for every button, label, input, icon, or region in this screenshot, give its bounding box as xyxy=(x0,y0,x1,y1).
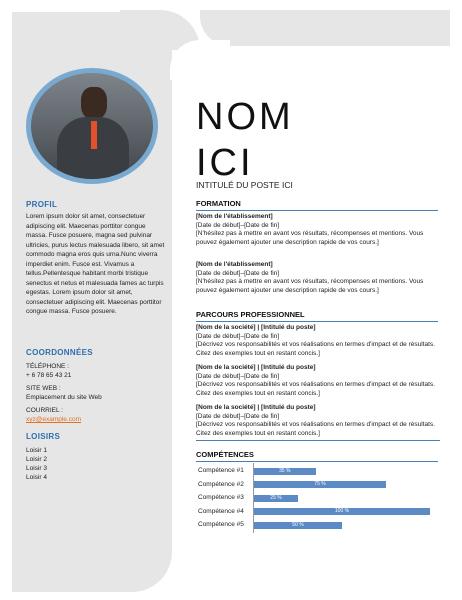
company-title: [Nom de la société] | [Intitulé du poste] xyxy=(196,364,316,371)
photo-head xyxy=(81,87,107,119)
entry-description: [Décrivez vos responsabilités et vos réalisations en termes d'impact et de résultats. Citez des exemples tout en restant concis.] xyxy=(196,381,435,397)
formation-entry xyxy=(196,261,440,295)
profile-photo xyxy=(26,68,158,184)
contact-heading: COORDONNÉES xyxy=(26,348,93,357)
skill-bar: 25 % xyxy=(254,495,298,502)
skill-label: Compétence #3 xyxy=(198,494,244,501)
name-line-1: NOM xyxy=(196,96,294,138)
skill-bar: 50 % xyxy=(254,522,342,529)
hobbies-heading: LOISIRS xyxy=(26,432,61,441)
school-name: [Nom de l'établissement] xyxy=(196,261,273,268)
name-title xyxy=(196,94,294,186)
company-title: [Nom de la société] | [Intitulé du poste] xyxy=(196,404,316,411)
email-link[interactable]: xyz@example.com xyxy=(26,416,82,423)
entry-dates: [Date de début]–[Date de fin] xyxy=(196,372,280,380)
top-decoration xyxy=(200,10,450,46)
profile-text: Lorem ipsum dolor sit amet, consectetuer adipiscing elit. Maecenas porttitor congue massa. Fusce posuere, magna sed pulvinar ultricies, purus lectus malesuada libero, sit amet commodo magna eros quis urna.Nunc viverra imperdiet enim. Fusce est. Vivamus a tellus.Pellentesque habitant morbi tristique senectus et netus et malesuada fames ac turpis egestas. Lorem ipsum dolor sit amet, consectetuer adipiscing elit. Maecenas porttitor congue massa. Fusce posuere. xyxy=(26,213,165,315)
person-image xyxy=(31,73,153,179)
company-title: [Nom de la société] | [Intitulé du poste] xyxy=(196,324,316,331)
job-entry xyxy=(196,324,440,358)
skill-label: Compétence #1 xyxy=(198,467,244,474)
web-label: SITE WEB : xyxy=(26,385,61,392)
entry-dates: [Date de début]–[Date de fin] xyxy=(196,332,280,340)
phone-label: TÉLÉPHONE : xyxy=(26,363,69,370)
web-value: Emplacement du site Web xyxy=(26,394,102,401)
entry-description: [N'hésitez pas à mettre en avant vos résultats, récompenses et mentions. Vous pouvez également ajouter une description rapide de vos cours.] xyxy=(196,278,424,294)
hobby-item: Loisir 2 xyxy=(26,456,47,463)
hobby-item: Loisir 4 xyxy=(26,474,47,481)
school-name: [Nom de l'établissement] xyxy=(196,213,273,220)
skill-bar: 100 % xyxy=(254,508,430,515)
hobby-item: Loisir 1 xyxy=(26,447,47,454)
job-entry xyxy=(196,404,440,441)
job-title: INTITULÉ DU POSTE ICI xyxy=(196,180,293,190)
entry-dates: [Date de début]–[Date de fin] xyxy=(196,269,280,277)
profile-heading: PROFIL xyxy=(26,200,58,209)
email-label: COURRIEL : xyxy=(26,407,63,414)
skills-heading: COMPÉTENCES xyxy=(196,450,438,462)
skill-bar: 35 % xyxy=(254,468,316,475)
name-line-2: ICI xyxy=(196,142,254,184)
phone-value: + 6 78 65 43 21 xyxy=(26,372,72,379)
formation-heading: FORMATION xyxy=(196,199,438,211)
entry-description: [Décrivez vos responsabilités et vos réalisations en termes d'impact et de résultats. Citez des exemples tout en restant concis.] xyxy=(196,421,435,437)
skill-label: Compétence #5 xyxy=(198,521,244,528)
hobby-item: Loisir 3 xyxy=(26,465,47,472)
parcours-heading: PARCOURS PROFESSIONNEL xyxy=(196,310,438,322)
job-entry xyxy=(196,364,440,398)
skill-bar: 75 % xyxy=(254,481,386,488)
formation-entry xyxy=(196,213,440,247)
skill-label: Compétence #4 xyxy=(198,507,244,515)
photo-tie xyxy=(91,121,97,149)
skill-label: Compétence #2 xyxy=(198,480,244,488)
entry-description: [Décrivez vos responsabilités et vos réalisations en termes d'impact et de résultats. Citez des exemples tout en restant concis.] xyxy=(196,341,435,357)
entry-description: [N'hésitez pas à mettre en avant vos résultats, récompenses et mentions. Vous pouvez également ajouter une description rapide de vos cours.] xyxy=(196,230,424,246)
entry-dates: [Date de début]–[Date de fin] xyxy=(196,412,280,420)
entry-dates: [Date de début]–[Date de fin] xyxy=(196,221,280,229)
